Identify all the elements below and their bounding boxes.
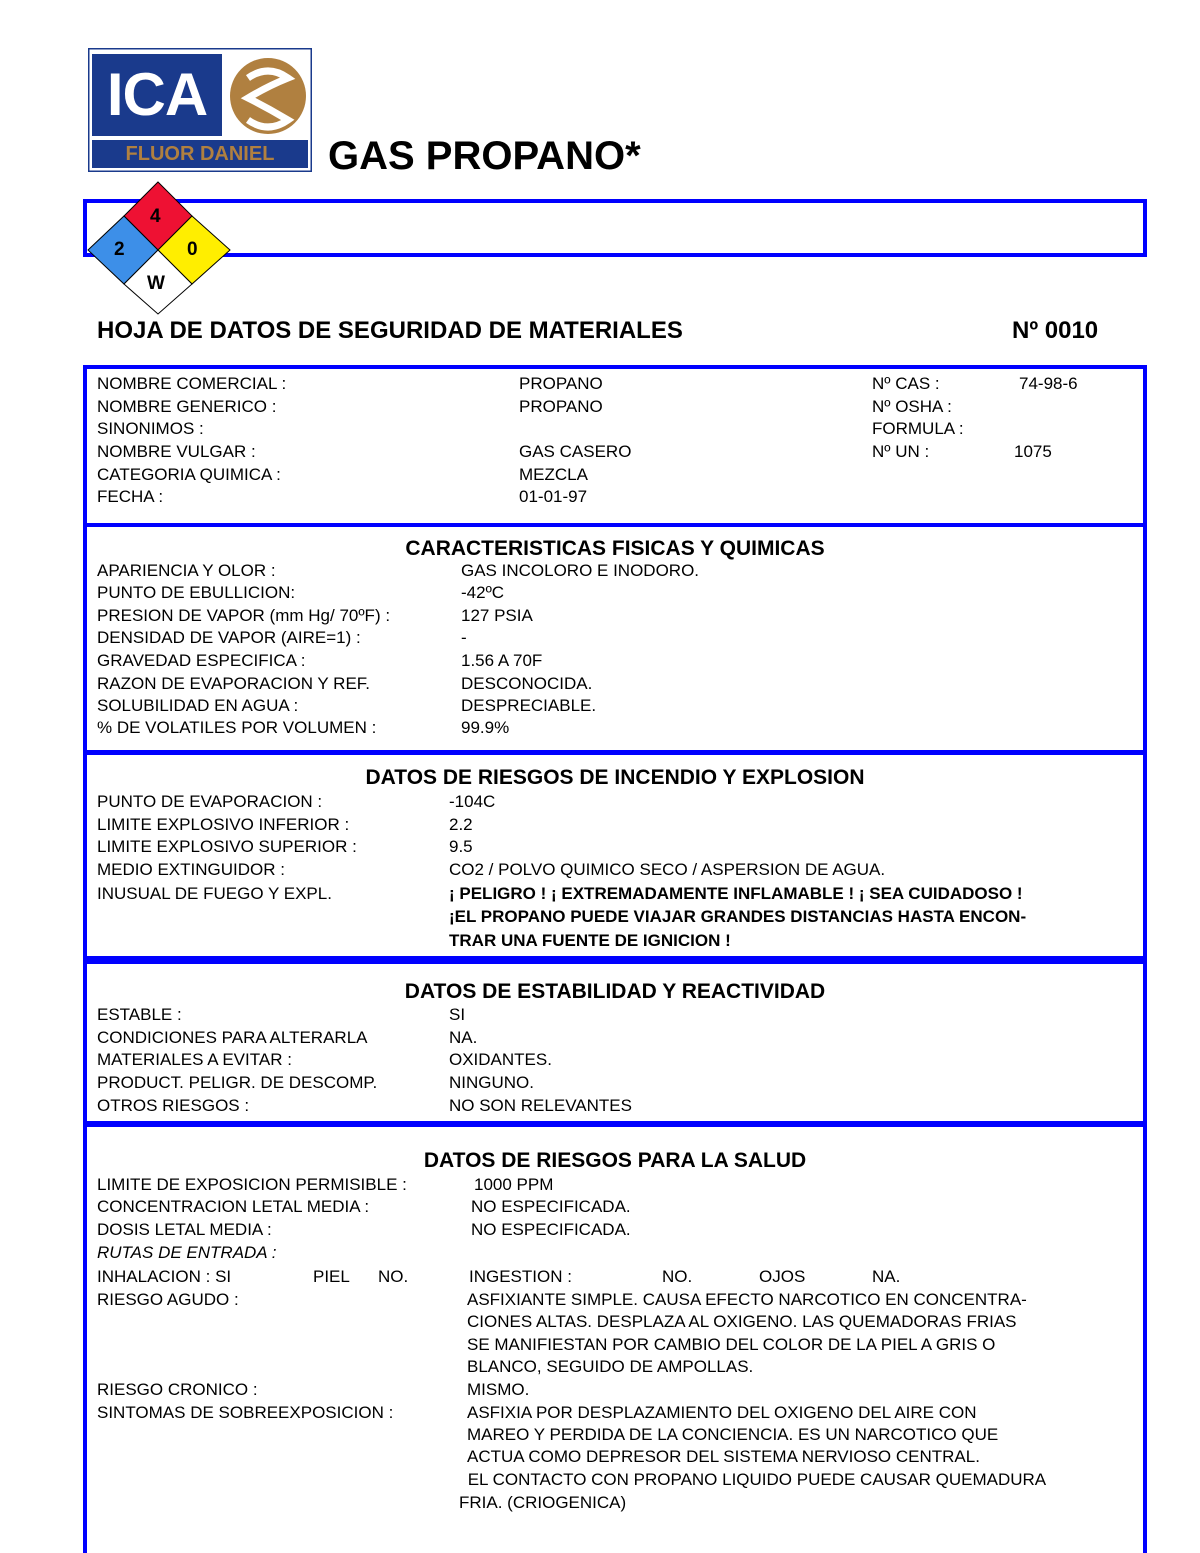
- physical-label: PRESION DE VAPOR (mm Hg/ 70ºF) :: [97, 606, 391, 625]
- ident-label: FORMULA :: [872, 419, 964, 438]
- health-value: NO ESPECIFICADA.: [471, 1220, 631, 1239]
- route-ingestion-value: NO.: [662, 1267, 693, 1286]
- symptoms-label: SINTOMAS DE SOBREEXPOSICION :: [97, 1403, 394, 1422]
- section-title: DATOS DE RIESGOS DE INCENDIO Y EXPLOSION: [365, 766, 865, 789]
- health-value: 1000 PPM: [474, 1175, 554, 1194]
- physical-value: DESPRECIABLE.: [461, 696, 597, 715]
- route-eyes-value: NA.: [872, 1267, 901, 1286]
- acute-line: ASFIXIANTE SIMPLE. CAUSA EFECTO NARCOTICO EN CONCENTRA-: [467, 1290, 1027, 1309]
- logo-text-fluor-daniel: FLUOR DANIEL: [125, 143, 275, 165]
- route-inhalation: INHALACION : SI: [97, 1267, 232, 1286]
- symptoms-line: ASFIXIA POR DESPLAZAMIENTO DEL OXIGENO DEL AIRE CON: [467, 1403, 977, 1422]
- stability-label: OTROS RIESGOS :: [97, 1096, 250, 1115]
- health-value: NO ESPECIFICADA.: [471, 1197, 631, 1216]
- ident-label: NOMBRE GENERICO :: [97, 397, 277, 416]
- chronic-label: RIESGO CRONICO :: [97, 1380, 258, 1399]
- health-label: DOSIS LETAL MEDIA :: [97, 1220, 272, 1239]
- document-title: HOJA DE DATOS DE SEGURIDAD DE MATERIALES: [97, 317, 683, 344]
- symptoms-line: EL CONTACTO CON PROPANO LIQUIDO PUEDE CAUSAR QUEMADURA: [463, 1470, 1047, 1489]
- ident-value: PROPANO: [519, 397, 603, 416]
- ident-label: Nº OSHA :: [872, 397, 952, 416]
- physical-label: GRAVEDAD ESPECIFICA :: [97, 651, 306, 670]
- stability-value: SI: [449, 1005, 466, 1024]
- physical-label: % DE VOLATILES POR VOLUMEN :: [97, 718, 377, 737]
- symptoms-line: FRIA. (CRIOGENICA): [459, 1493, 627, 1512]
- physical-value: 99.9%: [461, 718, 510, 737]
- ident-label: SINONIMOS :: [97, 419, 204, 438]
- ident-value: PROPANO: [519, 374, 603, 393]
- symptoms-line: MAREO Y PERDIDA DE LA CONCIENCIA. ES UN NARCOTICO QUE: [467, 1425, 999, 1444]
- logo-text-ica: ICA: [106, 61, 208, 128]
- health-label: LIMITE DE EXPOSICION PERMISIBLE :: [97, 1175, 407, 1194]
- ident-value: 74-98-6: [1019, 374, 1078, 393]
- stability-value: NO SON RELEVANTES: [449, 1096, 632, 1115]
- hazard-bar: [83, 199, 1147, 257]
- physical-value: DESCONOCIDA.: [461, 674, 593, 693]
- ident-value: MEZCLA: [519, 465, 588, 484]
- page-title: GAS PROPANO*: [328, 134, 641, 178]
- fire-value: 9.5: [449, 837, 473, 856]
- ident-label: NOMBRE COMERCIAL :: [97, 374, 287, 393]
- fire-label: LIMITE EXPLOSIVO SUPERIOR :: [97, 837, 357, 856]
- ident-label: Nº UN :: [872, 442, 930, 461]
- routes-label: RUTAS DE ENTRADA :: [97, 1243, 277, 1262]
- ident-label: Nº CAS :: [872, 374, 940, 393]
- route-skin-value: NO.: [378, 1267, 409, 1286]
- physical-value: -42ºC: [461, 583, 505, 602]
- nfpa-fire-value: 4: [150, 206, 161, 227]
- acute-line: BLANCO, SEGUIDO DE AMPOLLAS.: [467, 1357, 754, 1376]
- physical-label: DENSIDAD DE VAPOR (AIRE=1) :: [97, 628, 361, 647]
- section-title: DATOS DE ESTABILIDAD Y REACTIVIDAD: [404, 980, 826, 1003]
- route-eyes-label: OJOS: [759, 1267, 806, 1286]
- ident-label: FECHA :: [97, 487, 164, 506]
- fire-label: PUNTO DE EVAPORACION :: [97, 792, 323, 811]
- stability-value: OXIDANTES.: [449, 1050, 552, 1069]
- physical-value: 1.56 A 70F: [461, 651, 543, 670]
- acute-line: CIONES ALTAS. DESPLAZA AL OXIGENO. LAS QUEMADORAS FRIAS: [467, 1312, 1017, 1331]
- physical-label: PUNTO DE EBULLICION:: [97, 583, 296, 602]
- fire-label: MEDIO EXTINGUIDOR :: [97, 860, 285, 879]
- ident-value: GAS CASERO: [519, 442, 632, 461]
- stability-label: ESTABLE :: [97, 1005, 182, 1024]
- ident-value: 01-01-97: [519, 487, 588, 506]
- physical-value: -: [461, 628, 467, 647]
- physical-label: RAZON DE EVAPORACION Y REF.: [97, 674, 371, 693]
- section-title: CARACTERISTICAS FISICAS Y QUIMICAS: [405, 537, 825, 560]
- stability-label: MATERIALES A EVITAR :: [97, 1050, 292, 1069]
- stability-label: PRODUCT. PELIGR. DE DESCOMP.: [97, 1073, 378, 1092]
- ident-label: NOMBRE VULGAR :: [97, 442, 256, 461]
- stability-value: NINGUNO.: [449, 1073, 534, 1092]
- fire-warning-line: ¡ PELIGRO ! ¡ EXTREMADAMENTE INFLAMABLE ! ¡ SEA CUIDADOSO !: [449, 884, 1023, 903]
- document-number: Nº 0010: [1012, 317, 1099, 344]
- symptoms-line: ACTUA COMO DEPRESOR DEL SISTEMA NERVIOSO CENTRAL.: [467, 1447, 980, 1466]
- fire-value: -104C: [449, 792, 496, 811]
- chronic-value: MISMO.: [467, 1380, 530, 1399]
- ident-value: 1075: [1014, 442, 1052, 461]
- fire-warning-line: ¡EL PROPANO PUEDE VIAJAR GRANDES DISTANCIAS HASTA ENCON-: [449, 907, 1027, 926]
- fire-label: INUSUAL DE FUEGO Y EXPL.: [97, 884, 332, 903]
- fire-warning-line: TRAR UNA FUENTE DE IGNICION !: [449, 931, 731, 950]
- stability-value: NA.: [449, 1028, 478, 1047]
- physical-value: 127 PSIA: [461, 606, 533, 625]
- nfpa-special-value: W: [147, 273, 165, 294]
- acute-line: SE MANIFIESTAN POR CAMBIO DEL COLOR DE LA PIEL A GRIS O: [467, 1335, 996, 1354]
- acute-label: RIESGO AGUDO :: [97, 1290, 239, 1309]
- fire-value: 2.2: [449, 815, 473, 834]
- stability-label: CONDICIONES PARA ALTERARLA: [97, 1028, 368, 1047]
- nfpa-health-value: 2: [114, 239, 125, 260]
- nfpa-reactivity-value: 0: [187, 239, 198, 260]
- health-label: CONCENTRACION LETAL MEDIA :: [97, 1197, 370, 1216]
- section-title: DATOS DE RIESGOS PARA LA SALUD: [423, 1149, 807, 1172]
- route-ingestion-label: INGESTION :: [469, 1267, 572, 1286]
- company-logo: [88, 48, 312, 172]
- ident-label: CATEGORIA QUIMICA :: [97, 465, 281, 484]
- nfpa-diamond: [84, 180, 234, 316]
- physical-label: SOLUBILIDAD EN AGUA :: [97, 696, 299, 715]
- physical-label: APARIENCIA Y OLOR :: [97, 561, 276, 580]
- route-skin-label: PIEL: [313, 1267, 350, 1286]
- fire-value: CO2 / POLVO QUIMICO SECO / ASPERSION DE AGUA.: [449, 860, 886, 879]
- physical-value: GAS INCOLORO E INODORO.: [461, 561, 700, 580]
- fire-label: LIMITE EXPLOSIVO INFERIOR :: [97, 815, 350, 834]
